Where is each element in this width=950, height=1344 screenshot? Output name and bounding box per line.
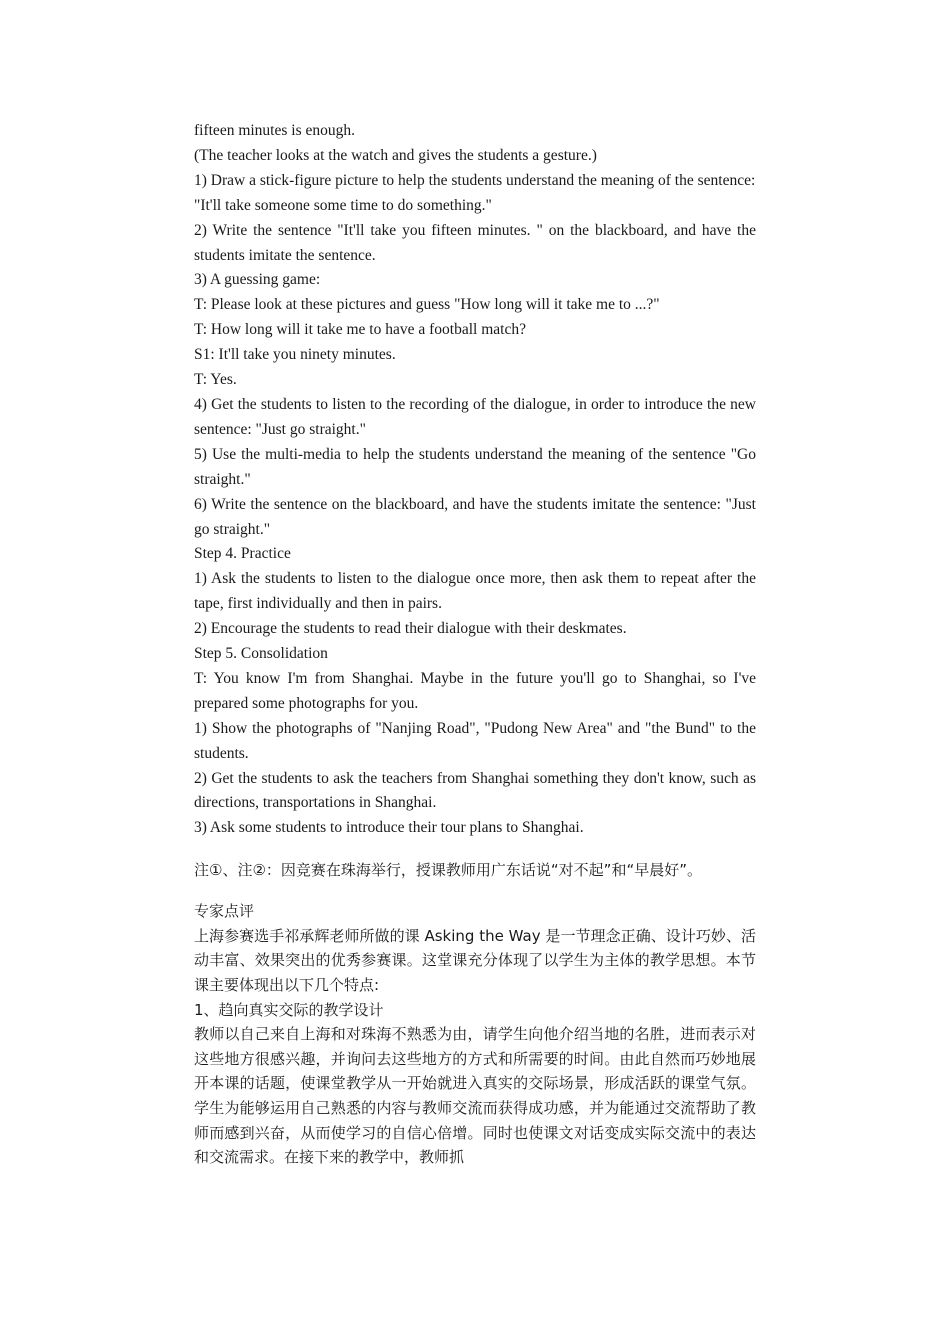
review-intro: 上海参赛选手祁承辉老师所做的课 Asking the Way 是一节理念正确、设计巧妙、活动丰富、效果突出的优秀参赛课。这堂课充分体现了以学生为主体的教学思想。本节课主要体现出以下几个特点: (194, 926, 756, 995)
text-line: 1) Draw a stick-figure picture to help the students understand the meaning of the sentence: (194, 171, 756, 189)
step-heading: Step 4. Practice (194, 545, 291, 563)
text-line: 3) Ask some students to introduce their tour plans to Shanghai. (194, 819, 584, 837)
review-heading: 专家点评 (194, 902, 255, 921)
text-line: S1: It'll take you ninety minutes. (194, 346, 396, 364)
step-heading: Step 5. Consolidation (194, 645, 328, 663)
text-line: 2) Get the students to ask the teachers from Shanghai something they don't know, such as directions, transportations in Shanghai. (194, 769, 756, 812)
text-line: T: Yes. (194, 371, 237, 389)
lesson-procedure (194, 119, 756, 841)
text-line: T: You know I'm from Shanghai. Maybe in the future you'll go to Shanghai, so I've prepared some photographs for you. (194, 669, 756, 712)
text-line: 1) Ask the students to listen to the dialogue once more, then ask them to repeat after the tape, first individually and then in pairs. (194, 570, 756, 613)
document-page (194, 119, 756, 1170)
text-line: T: Please look at these pictures and guess "How long will it take me to ...?" (194, 296, 660, 314)
text-line: 3) A guessing game: (194, 271, 321, 289)
text-line: 1) Show the photographs of "Nanjing Road", "Pudong New Area" and "the Bund" to the students. (194, 719, 756, 762)
point-title: 1、趋向真实交际的教学设计 (194, 1000, 384, 1019)
point-body: 教师以自己来自上海和对珠海不熟悉为由，请学生向他介绍当地的名胜，进而表示对这些地方很感兴趣，并询问去这些地方的方式和所需要的时间。由此自然而巧妙地展开本课的话题，使课堂教学从一开始就进入真实的交际场景，形成活跃的课堂气氛。学生为能够运用自己熟悉的内容与教师交流而获得成功感，并为能通过交流帮助了教师而感到兴奋，从而使学习的自信心倍增。同时也使课文对话变成实际交流中的表达和交流需求。在接下来的教学中，教师抓 (194, 1025, 756, 1167)
text-line: (The teacher looks at the watch and gives the students a gesture.) (194, 146, 597, 164)
text-line: T: How long will it take me to have a football match? (194, 321, 526, 339)
text-line: "It'll take someone some time to do something." (194, 196, 492, 214)
text-line: 2) Write the sentence "It'll take you fifteen minutes. " on the blackboard, and have the students imitate the sentence. (194, 221, 756, 264)
footnote: 注①、注②：因竞赛在珠海举行，授课教师用广东话说“对不起”和“早晨好”。 (194, 861, 702, 880)
text-line: 6) Write the sentence on the blackboard, and have the students imitate the sentence: "Just go straight." (194, 495, 756, 538)
expert-review (194, 899, 756, 1170)
text-line: 2) Encourage the students to read their dialogue with their deskmates. (194, 620, 627, 638)
text-line: 4) Get the students to listen to the recording of the dialogue, in order to introduce the new sentence: "Just go straight." (194, 395, 756, 438)
text-line: 5) Use the multi-media to help the students understand the meaning of the sentence "Go straight." (194, 445, 756, 488)
text-line: fifteen minutes is enough. (194, 122, 355, 139)
